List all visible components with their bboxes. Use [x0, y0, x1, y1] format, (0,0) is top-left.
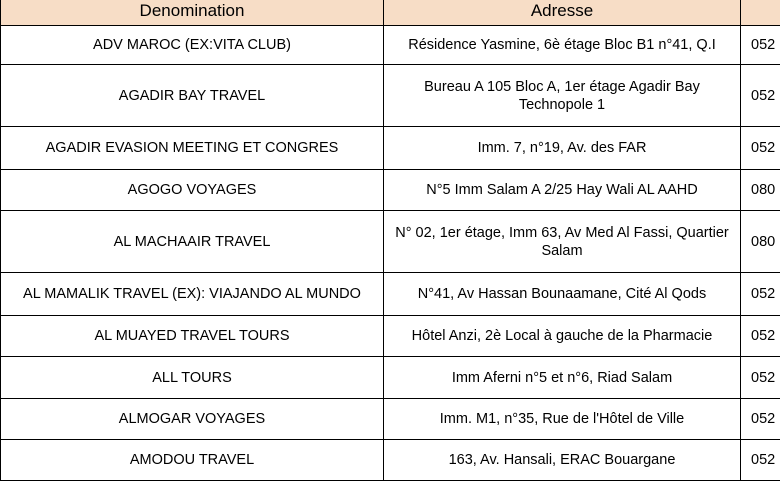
agency-phone: 052 [741, 273, 780, 316]
agency-name: AMODOU TRAVEL [1, 440, 384, 481]
agency-phone: 052 [741, 127, 780, 170]
table-row [1, 316, 780, 357]
agency-address: N° 02, 1er étage, Imm 63, Av Med Al Fassi, Quartier Salam [384, 211, 741, 273]
agency-phone: 080 [741, 211, 780, 273]
agency-address: Imm. 7, n°19, Av. des FAR [384, 127, 741, 170]
agency-name: ADV MAROC (EX:VITA CLUB) [1, 26, 384, 65]
agency-name: ALL TOURS [1, 357, 384, 399]
table-row [1, 399, 780, 440]
agency-address: N°41, Av Hassan Bounaamane, Cité Al Qods [384, 273, 741, 316]
agency-name: AGADIR BAY TRAVEL [1, 65, 384, 127]
agency-address: 163, Av. Hansali, ERAC Bouargane [384, 440, 741, 481]
table-row [1, 357, 780, 399]
table-row [1, 440, 780, 481]
table-row [1, 273, 780, 316]
header-denomination: Denomination [1, 0, 384, 26]
agency-name: AL MAMALIK TRAVEL (EX): VIAJANDO AL MUNDO [1, 273, 384, 316]
table-row [1, 211, 780, 273]
table-row [1, 127, 780, 170]
agency-phone: 052 [741, 65, 780, 127]
agency-phone: 052 [741, 357, 780, 399]
agency-address: Imm Aferni n°5 et n°6, Riad Salam [384, 357, 741, 399]
table-row [1, 65, 780, 127]
header-adresse: Adresse [384, 0, 741, 26]
header-third-column [741, 0, 780, 26]
agency-phone: 052 [741, 440, 780, 481]
agency-address: Imm. M1, n°35, Rue de l'Hôtel de Ville [384, 399, 741, 440]
agency-name: AGADIR EVASION MEETING ET CONGRES [1, 127, 384, 170]
agency-name: AGOGO VOYAGES [1, 170, 384, 211]
agency-name: AL MUAYED TRAVEL TOURS [1, 316, 384, 357]
agency-phone: 052 [741, 316, 780, 357]
header-row [1, 0, 780, 26]
agency-phone: 052 [741, 26, 780, 65]
agency-address: Résidence Yasmine, 6è étage Bloc B1 n°41, Q.I [384, 26, 741, 65]
agency-name: AL MACHAAIR TRAVEL [1, 211, 384, 273]
agency-phone: 052 [741, 399, 780, 440]
agency-name: ALMOGAR VOYAGES [1, 399, 384, 440]
agency-address: Bureau A 105 Bloc A, 1er étage Agadir Bay Technopole 1 [384, 65, 741, 127]
agency-phone: 080 [741, 170, 780, 211]
table-row [1, 26, 780, 65]
agency-address: N°5 Imm Salam A 2/25 Hay Wali AL AAHD [384, 170, 741, 211]
table-row [1, 170, 780, 211]
agency-address: Hôtel Anzi, 2è Local à gauche de la Pharmacie [384, 316, 741, 357]
